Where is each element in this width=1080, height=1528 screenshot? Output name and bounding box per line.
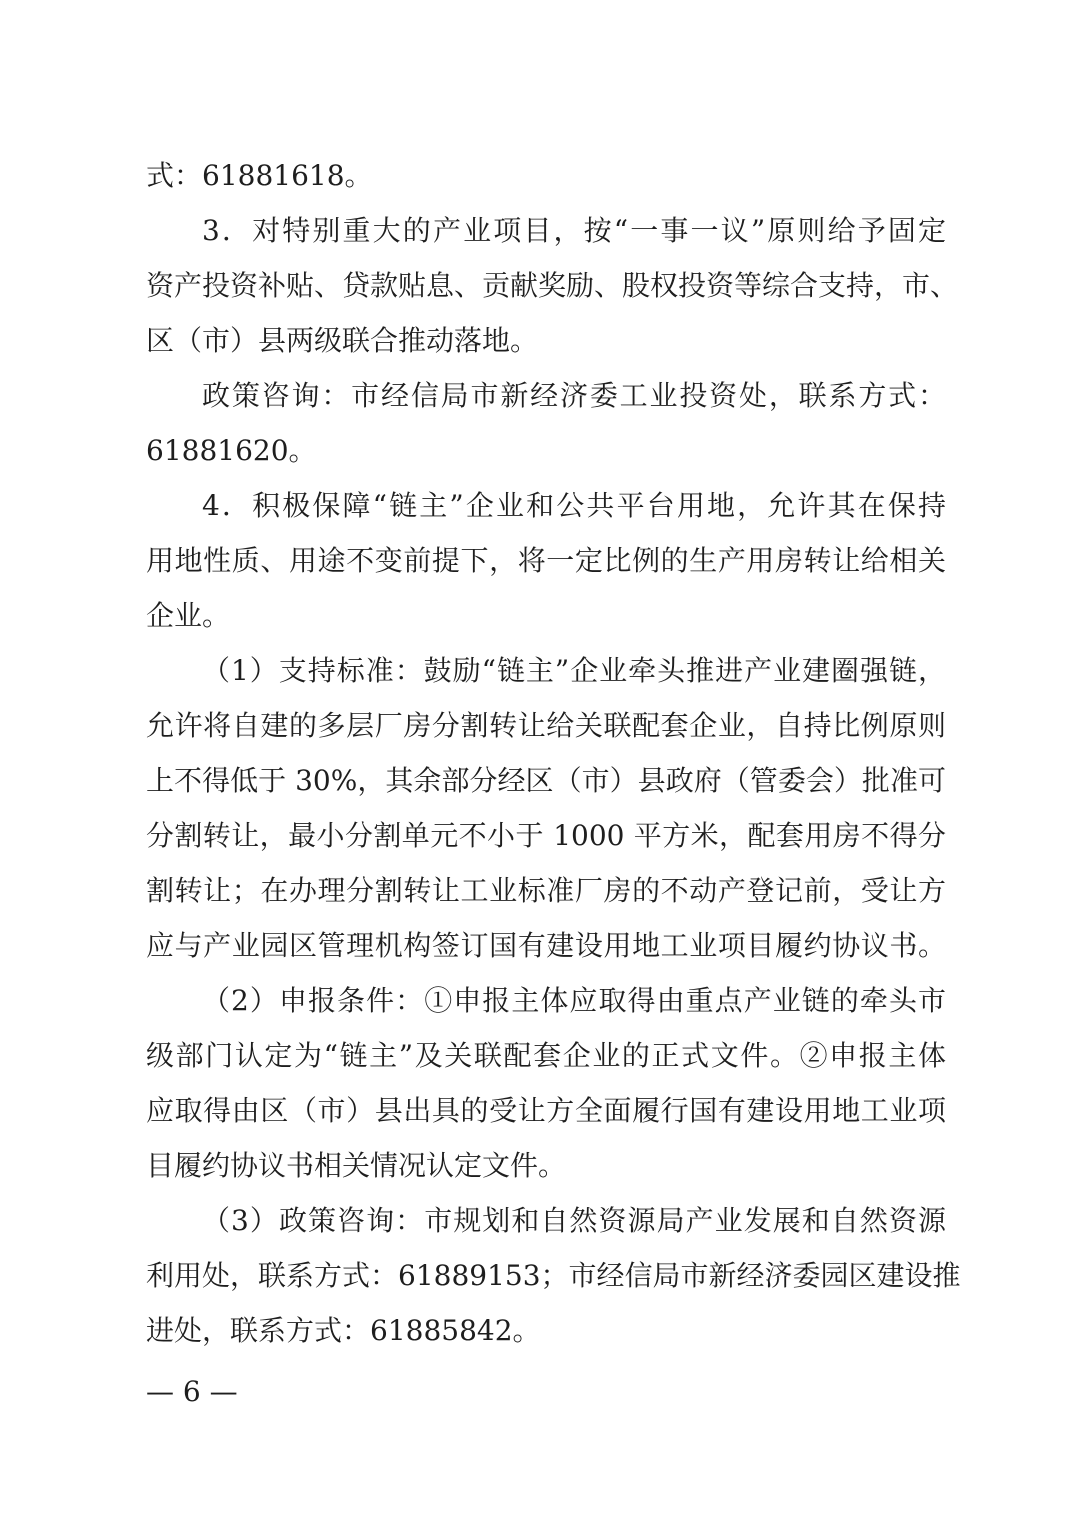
page-number: — 6 — [146, 1375, 238, 1408]
text-line-11: 允许将自建的多层厂房分割转让给关联配套企业，自持比例原则 [146, 709, 946, 742]
text-line-9: 企业。 [146, 599, 231, 632]
text-line-17: 级部门认定为“链主”及关联配套企业的正式文件。②申报主体 [146, 1039, 946, 1072]
text-line-8: 用地性质、用途不变前提下，将一定比例的生产用房转让给相关 [146, 544, 946, 577]
text-line-2: 3．对特别重大的产业项目，按“一事一议”原则给予固定 [202, 214, 946, 247]
text-line-21: 利用处，联系方式：61889153；市经信局市新经济委园区建设推 [146, 1259, 961, 1292]
text-line-1: 式：61881618。 [146, 159, 373, 192]
text-line-14: 割转让；在办理分割转让工业标准厂房的不动产登记前，受让方 [146, 874, 946, 907]
text-line-5: 政策咨询：市经信局市新经济委工业投资处，联系方式： [202, 379, 946, 412]
text-line-15: 应与产业园区管理机构签订国有建设用地工业项目履约协议书。 [146, 929, 946, 962]
text-line-13: 分割转让，最小分割单元不小于 1000 平方米，配套用房不得分 [146, 819, 946, 852]
text-line-6: 61881620。 [146, 434, 317, 467]
text-line-10: （1）支持标准：鼓励“链主”企业牵头推进产业建圈强链， [202, 654, 946, 687]
text-line-7: 4．积极保障“链主”企业和公共平台用地，允许其在保持 [202, 489, 946, 522]
text-line-3: 资产投资补贴、贷款贴息、贡献奖励、股权投资等综合支持，市、 [146, 269, 959, 302]
text-line-4: 区（市）县两级联合推动落地。 [146, 324, 539, 357]
text-line-12: 上不得低于 30%，其余部分经区（市）县政府（管委会）批准可 [146, 764, 946, 797]
text-line-20: （3）政策咨询：市规划和自然资源局产业发展和自然资源 [202, 1204, 946, 1237]
text-line-19: 目履约协议书相关情况认定文件。 [146, 1149, 567, 1182]
text-line-16: （2）申报条件：①申报主体应取得由重点产业链的牵头市 [202, 984, 946, 1017]
text-line-18: 应取得由区（市）县出具的受让方全面履行国有建设用地工业项 [146, 1094, 946, 1127]
text-line-22: 进处，联系方式：61885842。 [146, 1314, 541, 1347]
